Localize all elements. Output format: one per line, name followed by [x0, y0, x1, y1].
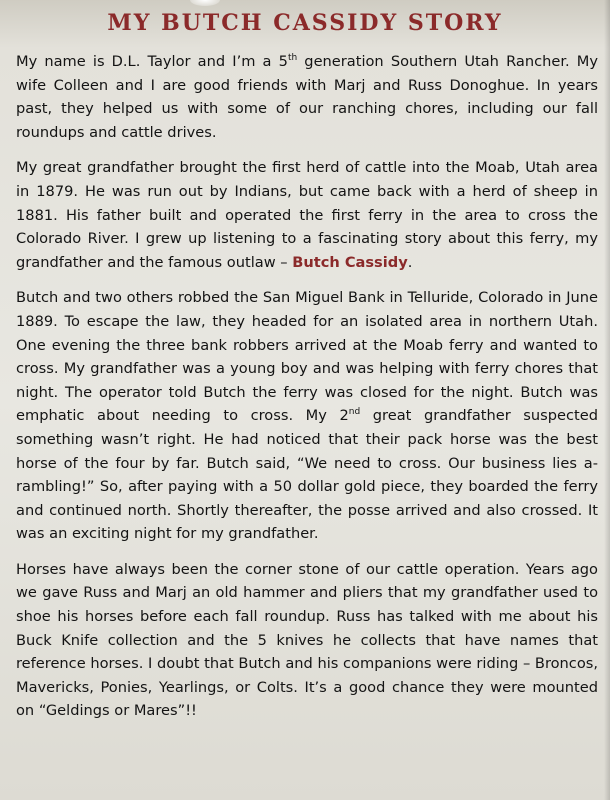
paragraph-intro-text-a: My name is D.L. Taylor and I’m a 5 — [16, 53, 288, 70]
paragraph-intro — [16, 50, 598, 144]
paragraph-intro-text-b: generation Southern Utah Rancher. My wife Colleen and I are good friends with Marj and Russ Donoghue. In years past, they helped us with some of our ranching chores, including our fall roundups and cattle drives. — [16, 53, 598, 141]
ordinal-suffix: th — [287, 53, 298, 64]
paragraph-horses-text: Horses have always been the corner stone of our cattle operation. Years ago we gave Russ and Marj an old hammer and pliers that my grandfather used to shoe his horses before each fall roundup. Russ has talked with me about his Buck Knife collection and the 5 knives he collects that have names that reference horses. I doubt that Butch and his companions were riding – Broncos, Mavericks, Ponies, Yearlings, or Colts. It’s a good chance they were mounted on “Geldings or Mares”!! — [16, 560, 598, 720]
butch-cassidy-highlight: Butch Cassidy — [292, 253, 408, 271]
paragraph-robbery-text-b: great grandfather suspected something wasn’t right. He had noticed that their pack horse was the best horse of the four by far. Butch said, “We need to cross. Our business lies a-rambling!” So, after paying with a 50 dollar gold piece, they boarded the ferry and continued north. Shortly thereafter, the posse arrived and also crossed. It was an exciting night for my grandfather. — [16, 407, 598, 543]
paragraph-robbery-text-a: Butch and two others robbed the San Miguel Bank in Telluride, Colorado in June 1889. To escape the law, they headed for an isolated area in northern Utah. One evening the three bank robbers arrived at the Moab ferry and wanted to cross. My grandfather was a young boy and was helping with ferry chores that night. The operator told Butch the ferry was closed for the night. Butch was emphatic about needing to cross. My 2 — [16, 289, 598, 425]
story-body — [16, 50, 598, 735]
ordinal-suffix: nd — [348, 407, 361, 418]
paragraph-robbery — [16, 286, 598, 546]
page-title: MY BUTCH CASSIDY STORY — [107, 10, 503, 36]
paragraph-history — [16, 156, 598, 274]
paragraph-history-text-a: My great grandfather brought the first herd of cattle into the Moab, Utah area in 1879. He was run out by Indians, but came back with a herd of sheep in 1881. His father built and operated the first ferry in the area to cross the Colorado River. I grew up listening to a fascinating story about this ferry, my grandfather and the famous outlaw – — [16, 159, 598, 271]
frame-edge-shadow — [604, 0, 610, 800]
paragraph-horses — [16, 558, 598, 723]
light-glare — [190, 0, 220, 6]
paragraph-history-text-b: . — [407, 253, 413, 271]
